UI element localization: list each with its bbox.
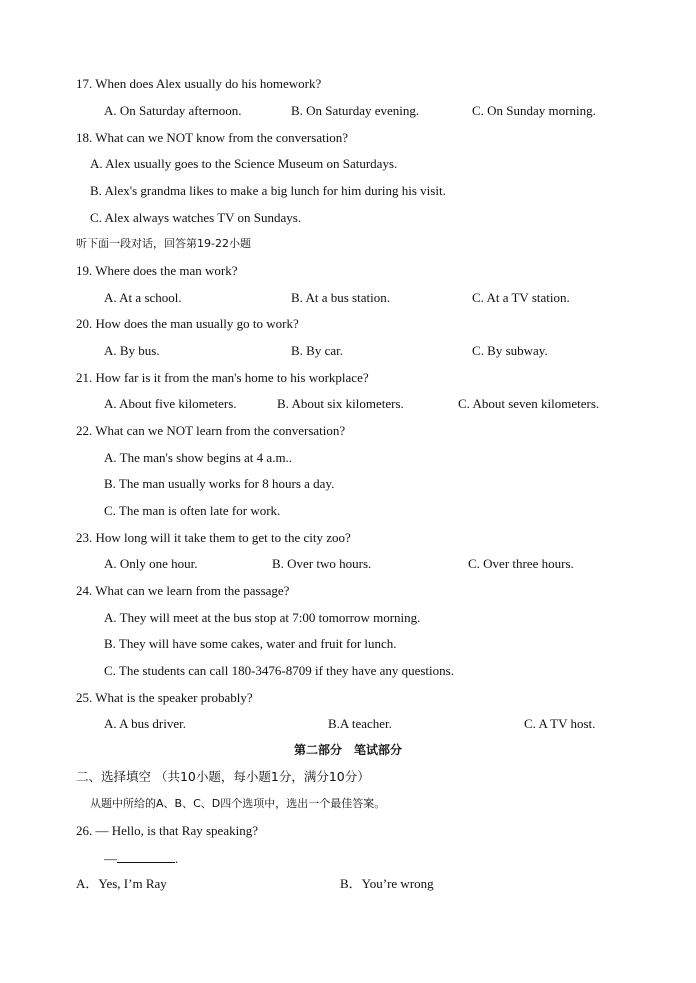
question-19: 19. Where does the man work? [76,263,238,278]
q18-option-c: C. Alex always watches TV on Sundays. [90,210,302,225]
part-two-title: 第二部分 笔试部分 [293,743,402,757]
question-22: 22. What can we NOT learn from the conversation? [76,423,346,438]
q21-option-c: C. About seven kilometers. [458,396,600,411]
q17-option-a: A. On Saturday afternoon. [104,103,242,118]
q26-reply-period: . [175,851,179,866]
q25-option-b: B.A teacher. [328,716,392,731]
q20-option-b: B. By car. [291,343,343,358]
q18-option-a: A. Alex usually goes to the Science Museum on Saturdays. [90,156,398,171]
q24-option-b: B. They will have some cakes, water and fruit for lunch. [104,636,397,651]
q26-answer-blank [117,850,175,863]
q21-option-b: B. About six kilometers. [277,396,404,411]
q19-option-a: A. At a school. [104,290,182,305]
q26-option-b: B．You’re wrong [340,876,434,891]
question-18: 18. What can we NOT know from the conversation? [76,130,349,145]
q23-option-a: A. Only one hour. [104,556,198,571]
q23-option-c: C. Over three hours. [468,556,574,571]
q17-option-b: B. On Saturday evening. [291,103,420,118]
section-two-instruction: 从题中所给的A、B、C、D四个选项中，选出一个最佳答案。 [90,797,386,810]
q19-option-c: C. At a TV station. [472,290,570,305]
q20-option-c: C. By subway. [472,343,548,358]
q26-reply-dash: — [104,851,117,866]
question-26: 26. — Hello, is that Ray speaking? [76,823,258,838]
q21-option-a: A. About five kilometers. [104,396,237,411]
q24-option-a: A. They will meet at the bus stop at 7:00 tomorrow morning. [104,610,421,625]
question-23: 23. How long will it take them to get to the city zoo? [76,530,351,545]
q22-option-b: B. The man usually works for 8 hours a day. [104,476,335,491]
q26-option-a: A．Yes, I’m Ray [76,876,167,891]
listening-instruction: 听下面一段对话，回答第19-22小题 [76,237,251,250]
q24-option-c: C. The students can call 180-3476-8709 if they have any questions. [104,663,454,678]
section-two-title: 二、选择填空 （共10小题，每小题1分，满分10分） [76,769,370,784]
q23-option-b: B. Over two hours. [272,556,372,571]
question-20: 20. How does the man usually go to work? [76,316,299,331]
q22-option-c: C. The man is often late for work. [104,503,281,518]
question-21: 21. How far is it from the man's home to his workplace? [76,370,369,385]
q25-option-a: A. A bus driver. [104,716,186,731]
question-25: 25. What is the speaker probably? [76,690,253,705]
question-24: 24. What can we learn from the passage? [76,583,290,598]
q20-option-a: A. By bus. [104,343,160,358]
q17-option-c: C. On Sunday morning. [472,103,596,118]
q19-option-b: B. At a bus station. [291,290,390,305]
q26-reply [104,850,178,867]
q18-option-b: B. Alex's grandma likes to make a big lunch for him during his visit. [90,183,446,198]
question-17: 17. When does Alex usually do his homework? [76,76,322,91]
q25-option-c: C. A TV host. [524,716,596,731]
q22-option-a: A. The man's show begins at 4 a.m.. [104,450,293,465]
